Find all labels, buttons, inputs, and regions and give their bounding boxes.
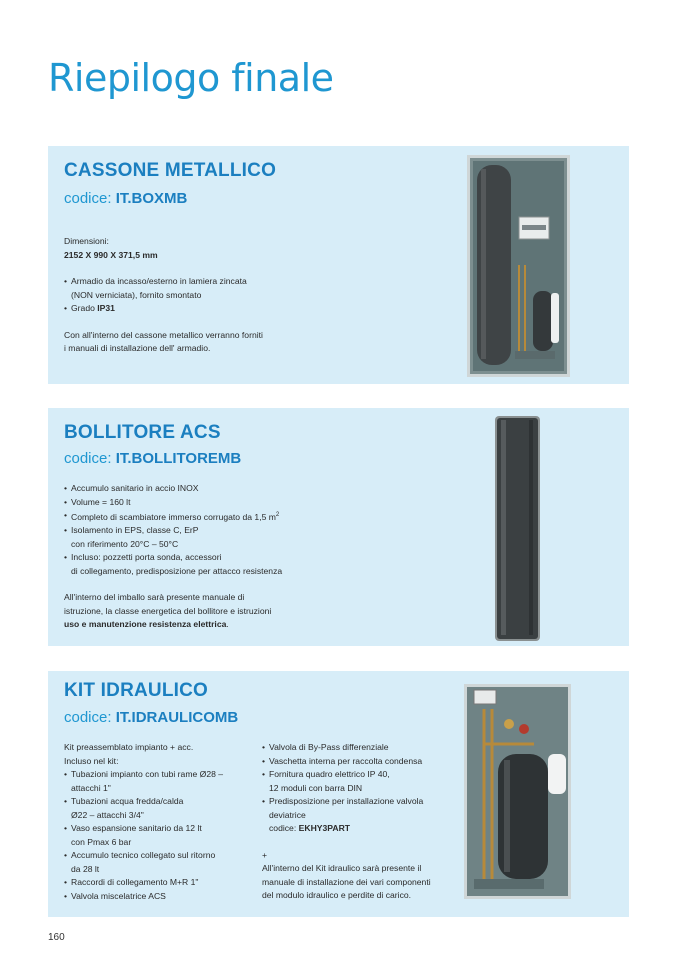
kit-intro-line1: Kit preassemblato impianto + acc. [64,742,194,752]
box-bullet2-bold: IP31 [97,303,115,313]
kit-left-1: Tubazioni impianto con tubi rame Ø28 – [71,769,224,779]
hydraulic-kit-photo [464,684,571,899]
boiler-item-5: Incluso: pozzetti porta sonda, accessori [71,552,222,563]
box-code-value: IT.BOXMB [115,190,188,207]
boiler-code-prefix: codice: [64,450,116,467]
list-item [262,755,457,769]
kit-right-4c: codice: [269,823,299,833]
box-details [64,235,364,356]
list-item [262,741,457,755]
boiler-item-4b: con riferimento 20°C – 50°C [71,538,179,549]
box-note-line1: Con all'interno del cassone metallico verranno forniti [64,329,263,340]
kit-left-list [64,768,259,903]
boiler-note-end: . [226,619,229,630]
kit-code-value: IT.IDRAULICOMB [115,709,239,726]
kit-code [64,709,238,726]
boiler-code-value: IT.BOLLITOREMB [115,450,242,467]
kit-code-prefix: codice: [64,709,116,726]
boiler-details [64,482,384,632]
boiler-item-4: Isolamento in EPS, classe C, ErP [71,525,199,536]
box-code-prefix: codice: [64,190,116,207]
cabinet-photo [467,155,570,377]
kit-right-4: Predisposizione per installazione valvola [269,796,424,806]
box-title: CASSONE METALLICO [64,160,277,181]
kit-right-1: Valvola di By-Pass differenziale [269,742,389,752]
box-bullet1-line2: (NON verniciata), fornito smontato [71,289,202,300]
list-item [64,275,364,302]
kit-intro-line2: Incluso nel kit: [64,755,119,766]
list-item [64,890,259,904]
boiler-note-bold: uso e manutenzione resistenza elettrica [64,619,227,630]
boiler-title: BOLLITORE ACS [64,422,221,443]
boiler-note-line3 [64,618,384,632]
boiler-item-5b: di collegamento, predisposizione per attacco resistenza [71,565,283,576]
kit-panel [48,671,629,917]
list-item [64,768,259,795]
list-item [262,768,457,795]
kit-right-list [262,741,457,836]
list-item [64,822,259,849]
list-item [64,482,384,496]
box-dim-value: 2152 X 990 X 371,5 mm [64,249,158,260]
kit-right-code: EKHY3PART [298,823,351,833]
boiler-features [64,482,384,578]
page-title: Riepilogo finale [48,56,334,100]
list-item [64,496,384,510]
box-panel [48,146,629,384]
box-note-line2: i manuali di installazione dell' armadio. [64,343,211,353]
kit-right-2: Vaschetta interna per raccolta condensa [269,755,423,766]
kit-left-2: Tubazioni acqua fredda/calda [71,796,184,806]
boiler-panel [48,408,629,646]
kit-right-3: Fornitura quadro elettrico IP 40, [269,769,390,779]
boiler-note-line2: istruzione, la classe energetica del bollitore e istruzioni [64,605,272,616]
boiler-item-1: Accumulo sanitario in accio INOX [71,483,199,493]
kit-left-5: Raccordi di collegamento M+R 1" [71,877,199,887]
kit-left-3b: con Pmax 6 bar [71,836,132,847]
box-dim-label: Dimensioni: [64,236,109,246]
boiler-item-3: Completo di scambiatore immerso corrugato da 1,5 m [71,511,276,522]
kit-note-line1: All'interno del Kit idraulico sarà presente il [262,863,422,873]
kit-right-column [262,741,457,903]
kit-note-line2: manuale di installazione dei vari componenti [262,876,431,887]
box-features [64,275,364,316]
boiler-item-3-sup: 2 [275,512,280,518]
list-item [64,302,364,316]
kit-left-4b: da 28 lt [71,863,100,874]
kit-left-4: Accumulo tecnico collegato sul ritorno [71,850,216,860]
kit-note-line3: del modulo idraulico e perdite di carico. [262,890,412,900]
box-bullet1-line1: Armadio da incasso/esterno in lamiera zincata [71,276,247,286]
boiler-photo [495,416,540,641]
kit-right-3b: 12 moduli con barra DIN [269,782,363,793]
boiler-code [64,450,241,467]
boiler-note-line1: All'interno del imballo sarà presente manuale di [64,592,245,603]
kit-title: KIT IDRAULICO [64,680,209,701]
list-item [64,551,384,578]
kit-left-6: Valvola miscelatrice ACS [71,890,166,901]
boiler-item-2: Volume = 160 lt [71,496,131,507]
list-item [64,849,259,876]
list-item [64,524,384,551]
list-item [64,795,259,822]
kit-left-1b: attacchi 1" [71,782,111,793]
kit-plus: + [262,849,268,860]
kit-left-column [64,741,259,903]
kit-right-4b: deviatrice [269,809,306,820]
kit-left-3: Vaso espansione sanitario da 12 lt [71,823,202,833]
list-item [262,795,457,836]
list-item [64,876,259,890]
box-code [64,190,187,207]
page-number: 160 [48,932,65,943]
kit-left-2b: Ø22 – attacchi 3/4" [71,809,144,820]
list-item [64,509,384,524]
box-bullet2-prefix: Grado [71,303,98,313]
